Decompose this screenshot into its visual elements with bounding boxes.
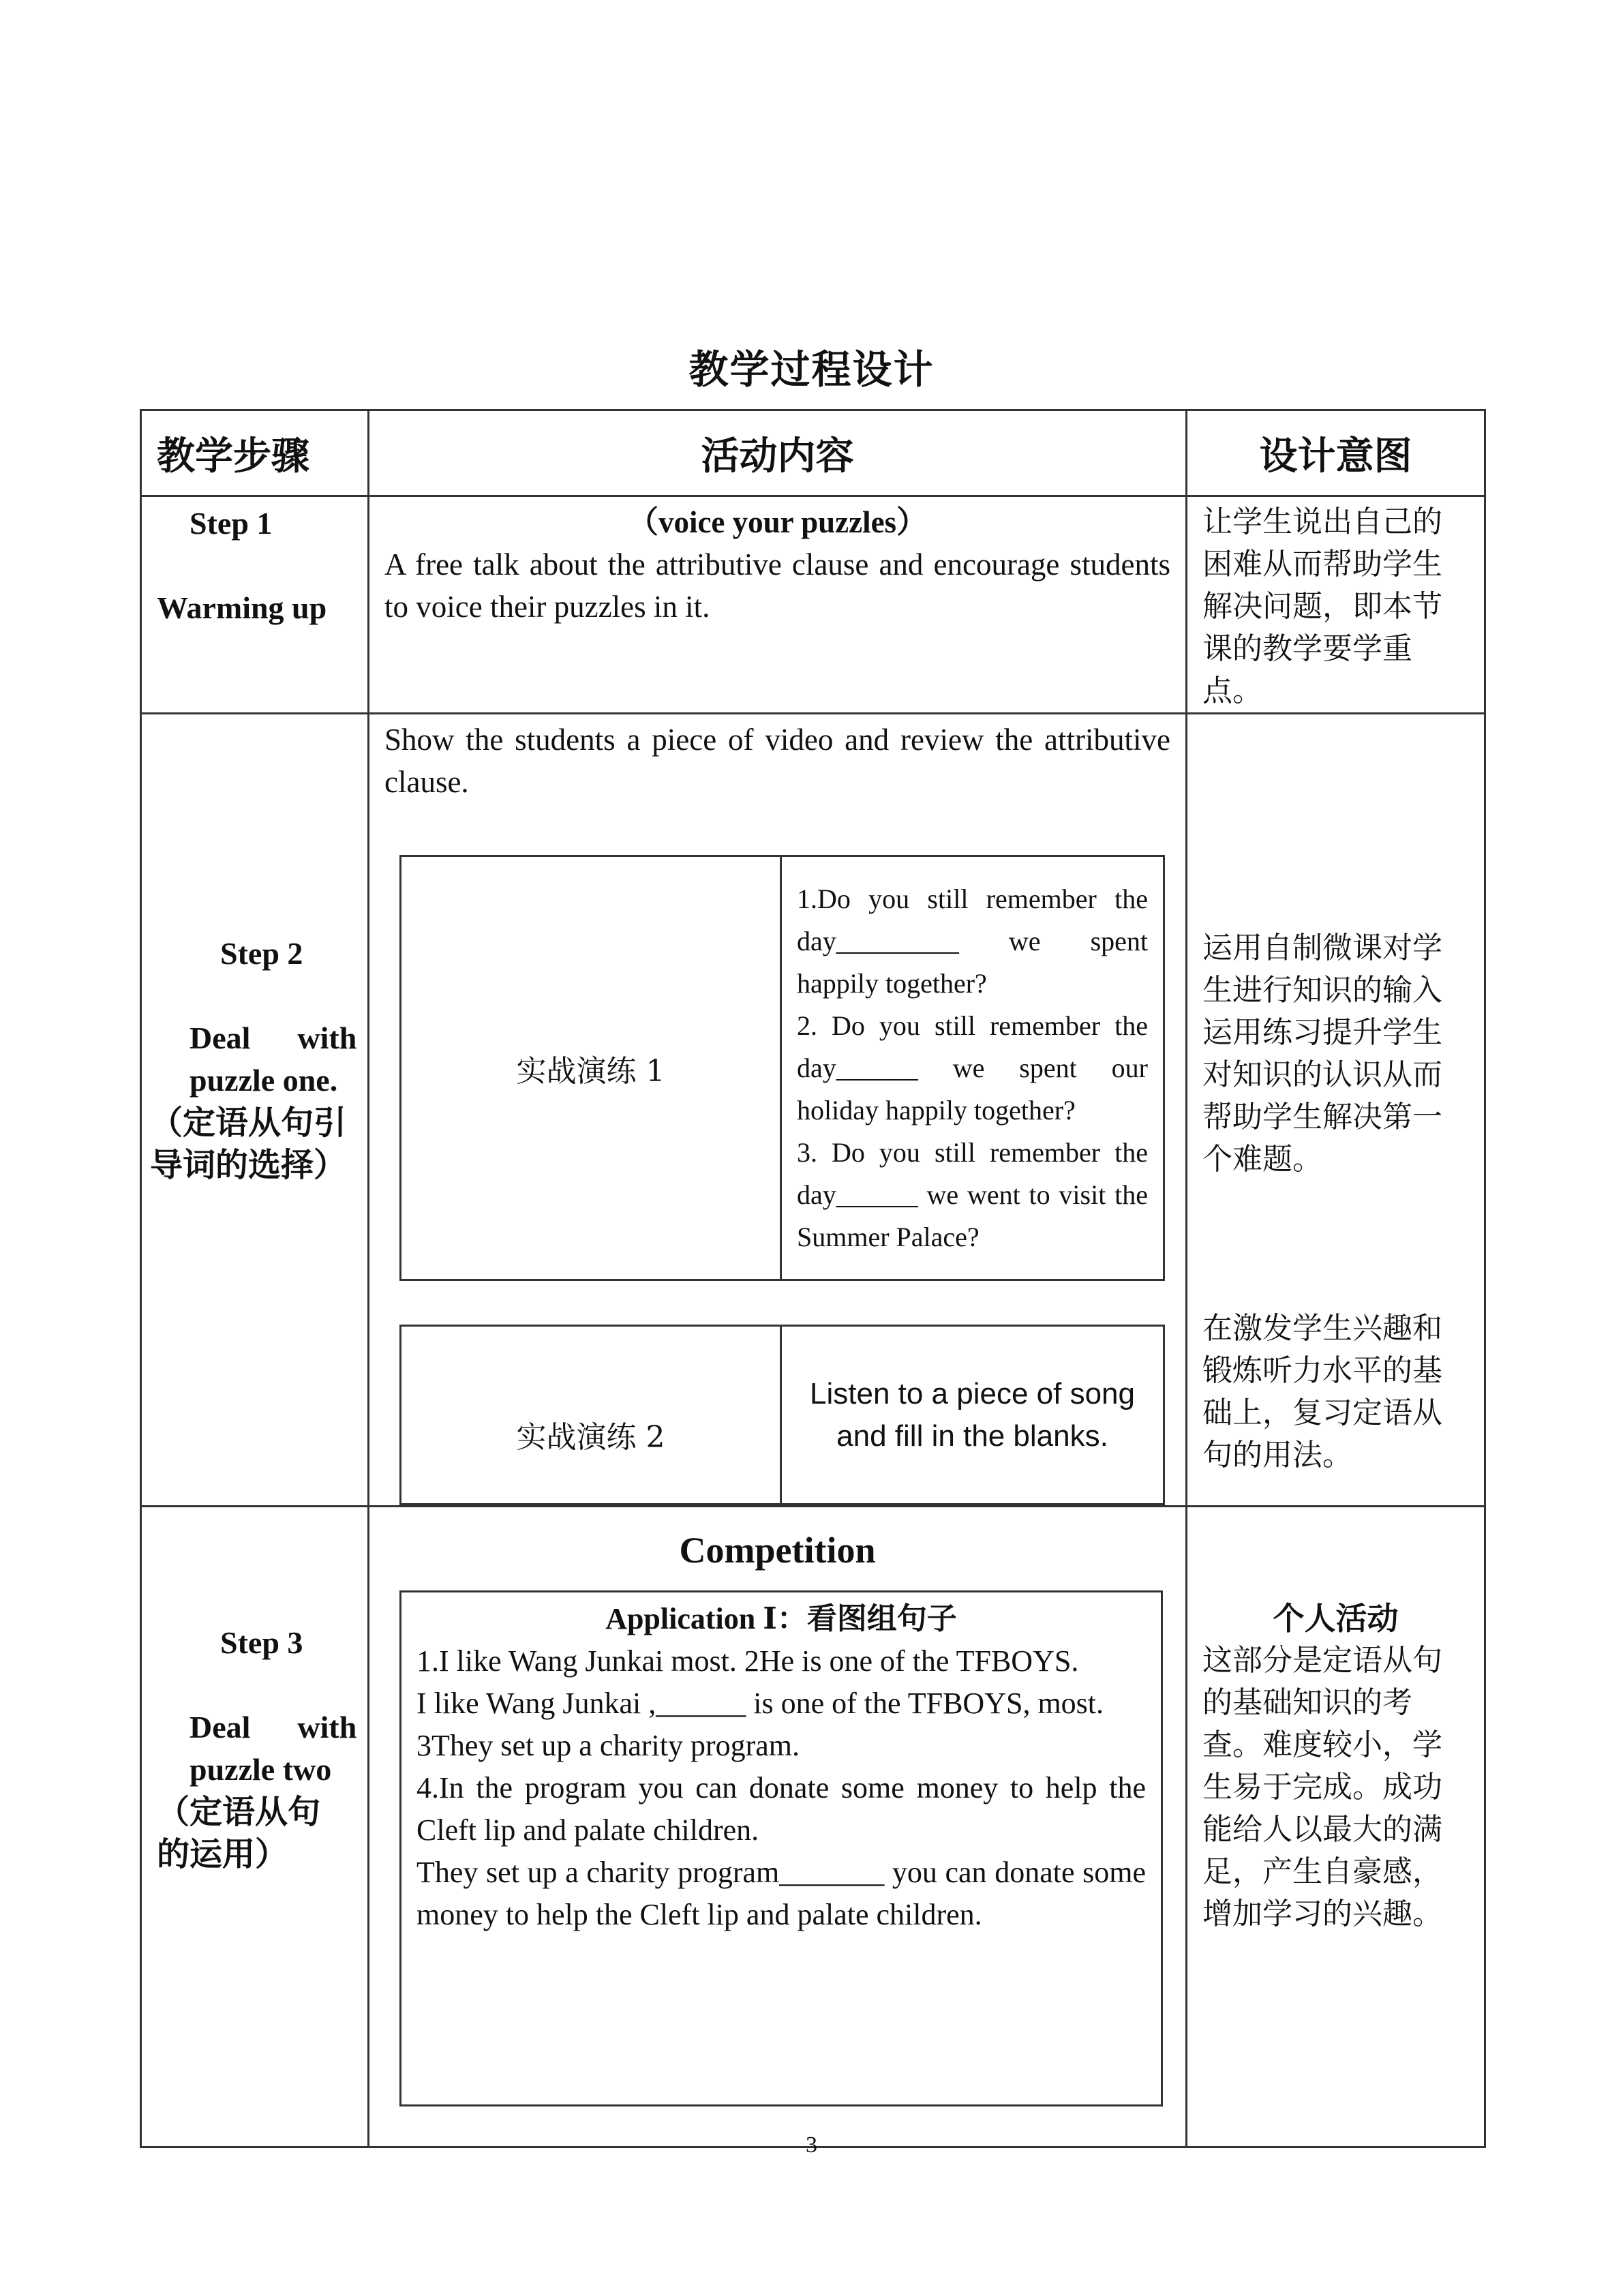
step1-intent-cell bbox=[1187, 496, 1485, 714]
application-line: They set up a charity program_______ you can donate some money to help the Cleft lip and palate children. bbox=[416, 1856, 1146, 1931]
step3-intent: 这部分是定语从句的基础知识的考查。难度较小，学生易于完成。成功能给人以最大的满足，产生自豪感，增加学习的兴趣。 bbox=[1202, 1643, 1442, 1931]
practice2-table bbox=[399, 1325, 1165, 1505]
practice1-items bbox=[781, 856, 1164, 1280]
step2-name-line2: puzzle one. bbox=[189, 1063, 338, 1098]
practice1-item: 1.Do you still remember the day_________ we spent happily together? bbox=[797, 883, 1148, 999]
step3-row bbox=[141, 1507, 1485, 2147]
header-design-intent: 设计意图 bbox=[1187, 410, 1485, 496]
step1-activity-text: A free talk about the attributive clause and encourage students to voice their puzzles in it. bbox=[384, 547, 1170, 624]
practice1-item: 3. Do you still remember the day______ we went to visit the Summer Palace? bbox=[797, 1136, 1148, 1252]
step2-row bbox=[141, 714, 1485, 1507]
step1-cell bbox=[141, 496, 369, 714]
step3-name-line1: Deal with bbox=[189, 1710, 357, 1744]
step3-intent-cell bbox=[1187, 1507, 1485, 2147]
step1-label: Step 1 bbox=[189, 506, 273, 541]
step3-activity-cell bbox=[369, 1507, 1187, 2147]
step2-intent2: 在激发学生兴趣和锻炼听力水平的基础上，复习定语从句的用法。 bbox=[1202, 1311, 1442, 1472]
step1-activity-cell bbox=[369, 496, 1187, 714]
header-activity-content: 活动内容 bbox=[369, 410, 1187, 496]
step2-intent1: 运用自制微课对学生进行知识的输入运用练习提升学生对知识的认识从而帮助学生解决第一个难题。 bbox=[1202, 931, 1442, 1177]
competition-title: Competition bbox=[679, 1530, 876, 1571]
step3-label: Step 3 bbox=[220, 1625, 303, 1660]
page-number: 3 bbox=[806, 2132, 817, 2158]
practice1-table bbox=[399, 855, 1165, 1281]
header-teaching-steps: 教学步骤 bbox=[141, 410, 369, 496]
step3-cn-label: （定语从句的运用） bbox=[157, 1793, 321, 1873]
application-title: Application Ⅰ：看图组句子 bbox=[605, 1602, 957, 1635]
step1-intent: 让学生说出自己的困难从而帮助学生解决问题，即本节课的教学要学重点。 bbox=[1202, 504, 1442, 708]
step3-name-line2: puzzle two bbox=[189, 1752, 332, 1787]
practice1-label: 实战演练 1 bbox=[401, 856, 781, 1280]
step2-cell bbox=[141, 714, 369, 1507]
step2-cn-label: （定语从句引导词的选择） bbox=[150, 1104, 347, 1184]
application-line: 1.I like Wang Junkai most. 2He is one of the TFBOYS. bbox=[416, 1644, 1079, 1678]
step1-name: Warming up bbox=[157, 590, 327, 625]
step2-name-line1: Deal with bbox=[189, 1021, 357, 1055]
application-line: I like Wang Junkai ,______ is one of the TFBOYS, most. bbox=[416, 1687, 1104, 1720]
step1-activity-heading: （voice your puzzles） bbox=[627, 505, 928, 539]
practice2-label: 实战演练 2 bbox=[401, 1326, 781, 1505]
page-title: 教学过程设计 bbox=[688, 348, 935, 392]
step3-cell bbox=[141, 1507, 369, 2147]
step2-intro: Show the students a piece of video and review the attributive clause. bbox=[384, 723, 1170, 799]
practice1-item: 2. Do you still remember the day______ we spent our holiday happily together? bbox=[797, 1010, 1148, 1126]
application-line: 4.In the program you can donate some money to help the Cleft lip and palate children. bbox=[416, 1771, 1146, 1847]
application-cell bbox=[401, 1592, 1162, 2106]
step1-row bbox=[141, 496, 1485, 714]
lesson-process-table bbox=[140, 409, 1486, 2148]
step2-intent-cell bbox=[1187, 714, 1485, 1507]
step2-activity-cell bbox=[369, 714, 1187, 1507]
step3-intent-title: 个人活动 bbox=[1273, 1600, 1399, 1637]
step2-label: Step 2 bbox=[220, 936, 303, 971]
header-row bbox=[141, 410, 1485, 496]
application-line: 3They set up a charity program. bbox=[416, 1729, 800, 1762]
application-table bbox=[399, 1590, 1163, 2106]
practice2-text: Listen to a piece of song and fill in the blanks. bbox=[781, 1326, 1164, 1505]
